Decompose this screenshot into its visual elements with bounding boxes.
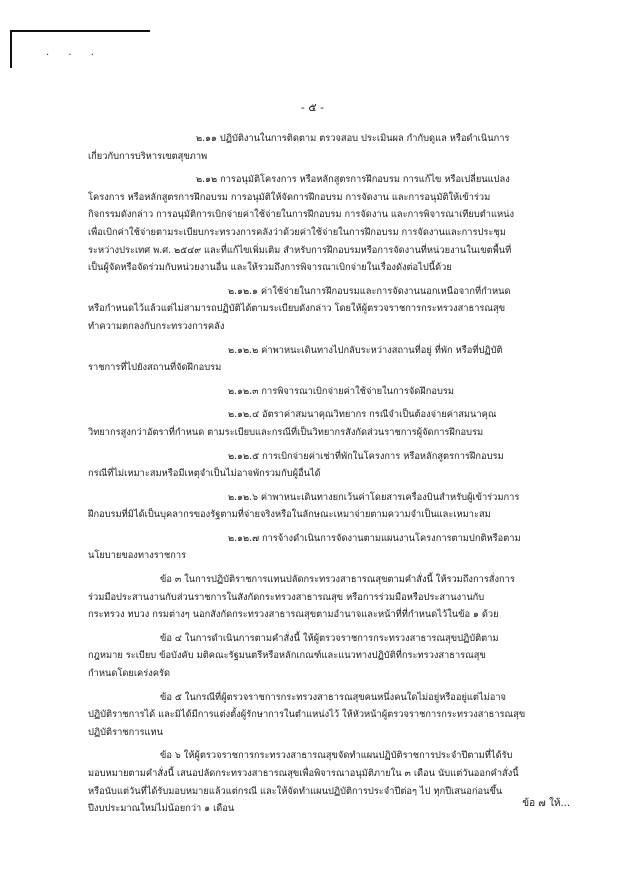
text-line: เป็นผู้จัดหรือจัดร่วมกับหน่วยงานอื่น และให้รวมถึงการพิจารณาเบิกจ่ายในเรื่องดังต่อไปนี้ด้วย <box>88 262 452 274</box>
text-line: เพื่อเบิกค่าใช้จ่ายตามระเบียบกระทรวงการคลังว่าด้วยค่าใช้จ่ายในการฝึกอบรม การจัดงานและการประชุม <box>88 226 506 238</box>
text-line: ทำความตกลงกับกระทรวงการคลัง <box>88 320 225 332</box>
page-number: - ๕ - <box>300 101 325 114</box>
text-line: วิทยากรสูงกว่าอัตราที่กำหนด ตามระเบียบและกรณีที่เป็นวิทยากรสังกัดส่วนราชการผู้จัดการฝึกอบรม <box>88 426 484 438</box>
text-line: ราชการที่ไปยังสถานที่จัดฝึกอบรม <box>88 362 222 374</box>
text-line: เกี่ยวกับการบริหารเขตสุขภาพ <box>88 150 208 162</box>
text-line: ปฏิบัติราชการได้ และมิได้มีการแต่งตั้งผู้รักษาการในตำแหน่งไว้ ให้หัวหน้าผู้ตรวจราชการกระทรวงสาธารณสุข <box>88 709 526 721</box>
text-line: ๒.๑๑ ปฏิบัติงานในการติดตาม ตรวจสอบ ประเมินผล กำกับดูแล หรือดำเนินการ <box>196 133 510 144</box>
text-line: ๒.๑๒.๓ การพิจารณาเบิกจ่ายค่าใช้จ่ายในการจัดฝึกอบรม <box>228 385 454 397</box>
text-line: ๒.๑๒.๒ ค่าพาหนะเดินทางไปกลับระหว่างสถานที่อยู่ ที่พัก หรือที่ปฏิบัติ <box>228 344 503 356</box>
text-line: กรณีที่ไม่เหมาะสมหรือมีเหตุจำเป็นไม่อาจพักรวมกับผู้อื่นได้ <box>88 468 321 480</box>
text-line: ข้อ ๓ ในการปฏิบัติราชการแทนปลัดกระทรวงสาธารณสุขตามคำสั่งนี้ ให้รวมถึงการสั่งการ <box>160 574 515 586</box>
text-line: ๒.๑๒ การอนุมัติโครงการ หรือหลักสูตรการฝึกอบรม การแก้ไข หรือเปลี่ยนแปลง <box>196 174 510 186</box>
text-line: นโยบายของทางราชการ <box>88 550 187 562</box>
text-line: หรือกำหนดไว้แล้วแต่ไม่สามารถปฏิบัติได้ตามระเบียบดังกล่าว โดยให้ผู้ตรวจราชการกระทรวงสาธารณสุข <box>88 303 506 315</box>
text-line: ปฏิบัติราชการแทน <box>88 726 163 738</box>
document-body <box>88 130 550 818</box>
text-line: ระหว่างประเทศ พ.ศ. ๒๕๔๙ และที่แก้ไขเพิ่มเติม สำหรับการฝึกอบรมหรือการจัดงานที่หน่วยงานในเขตพื้นที่ <box>88 244 512 256</box>
text-line: มอบหมายตามคำสั่งนี้ เสนอปลัดกระทรวงสาธารณสุขเพื่อพิจารณาอนุมัติภายใน ๓ เดือน นับแต่วันออกคำสั่งนี้ <box>88 768 519 779</box>
text-line: ปีงบประมาณใหม่ไม่น้อยกว่า ๑ เดือน <box>88 803 235 815</box>
text-line: หรือนับแต่วันที่ได้รับมอบหมายแล้วแต่กรณี และให้จัดทำแผนปฏิบัติการประจำปีต่อๆ ไป ทุกปีเสนอก่อนขึ้น <box>88 785 503 797</box>
text-line: ข้อ ๔ ในการดำเนินการตามคำสั่งนี้ ให้ผู้ตรวจราชการกระทรวงสาธารณสุขปฏิบัติตาม <box>160 632 499 644</box>
text-line: ฝึกอบรมที่มิได้เป็นบุคลากรของรัฐตามที่จ่ายจริงหรือในลักษณะเหมาจ่ายตามความจำเป็นและเหมาะสม <box>88 509 491 521</box>
text-line: กฎหมาย ระเบียบ ข้อบังคับ มติคณะรัฐมนตรีหรือหลักเกณฑ์และแนวทางปฏิบัติที่กระทรวงสาธารณสุข <box>88 650 486 662</box>
text-line: ข้อ ๕ ในกรณีที่ผู้ตรวจราชการกระทรวงสาธารณสุขคนหนึ่งคนใดไม่อยู่หรืออยู่แต่ไม่อาจ <box>160 691 507 703</box>
text-line: ๒.๑๒.๗ การจ้างดำเนินการจัดงานตามแผนงานโครงการตามปกติหรือตาม <box>228 532 521 544</box>
text-line: กิจกรรมดังกล่าว การอนุมัติการเบิกจ่ายค่าใช้จ่ายในการฝึกอบรม การจัดงาน และการพิจารณาเทียบตำแหน่ง <box>88 209 514 221</box>
text-line: กำหนดโดยเคร่งครัด <box>88 668 171 680</box>
scan-border-vertical <box>10 30 12 68</box>
text-line: ๒.๑๒.๑ ค่าใช้จ่ายในการฝึกอบรมและการจัดงานนอกเหนือจากที่กำหนด <box>228 285 511 297</box>
scan-specks: · · · <box>46 50 102 61</box>
text-line: ร่วมมือประสานงานกับส่วนราชการในสังกัดกระทรวงสาธารณสุข หรือการร่วมมือหรือประสานงานกับ <box>88 591 485 603</box>
text-line: โครงการ หรือหลักสูตรการฝึกอบรม การอนุมัติให้จัดการฝึกอบรม การจัดงาน และการอนุมัติให้เข้าร่วม <box>88 191 491 203</box>
scan-border-horizontal <box>10 30 150 32</box>
text-line: ๒.๑๒.๔ อัตราค่าสมนาคุณวิทยากร กรณีจำเป็นต้องจ่ายค่าสมนาคุณ <box>228 409 497 421</box>
text-line: ๒.๑๒.๖ ค่าพาหนะเดินทางยกเว้นค่าโดยสารเครื่องบินสำหรับผู้เข้าร่วมการ <box>228 491 520 503</box>
continuation-note: ข้อ ๗ ให้... <box>522 798 570 809</box>
text-line: ข้อ ๖ ให้ผู้ตรวจราชการกระทรวงสาธารณสุขจัดทำแผนปฏิบัติราชการประจำปีตามที่ได้รับ <box>160 750 513 762</box>
text-line: ๒.๑๒.๕ การเบิกจ่ายค่าเช่าที่พักในโครงการ หรือหลักสูตรการฝึกอบรม <box>228 450 504 462</box>
text-line: กระทรวง ทบวง กรมต่างๆ นอกสังกัดกระทรวงสาธารณสุขตามอำนาจและหน้าที่ที่กำหนดไว้ในข้อ ๑ ด้วย <box>88 609 499 621</box>
